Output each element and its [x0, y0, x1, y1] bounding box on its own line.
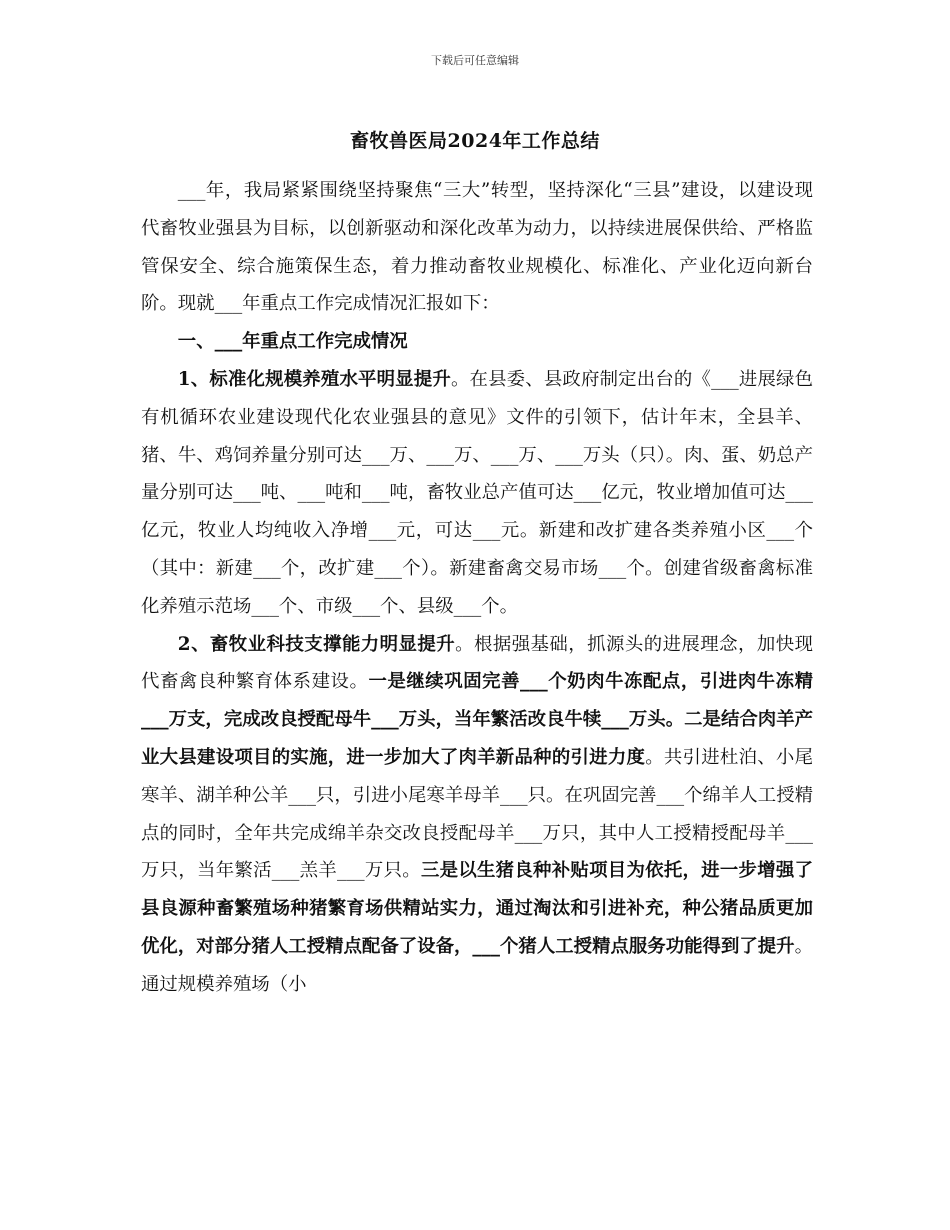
item-2-paragraph: [141, 626, 813, 1004]
bold-text: 一是继续巩固完善___个奶肉牛冻配点，引进肉牛冻精___万支，完成改良授配母牛___万头，当年繁活改良牛犊___万头。二是结合肉羊产业大县建设项目的实施，进一步加大了肉羊新品种的引进力度: [141, 671, 813, 768]
page-header-note: 下载后可任意编辑: [431, 54, 519, 67]
item-1-paragraph: [141, 361, 813, 626]
document-title: 畜牧兽医局2024年工作总结: [350, 130, 600, 152]
item-2-heading: 2、畜牧业科技支撑能力明显提升: [177, 633, 456, 655]
paragraph-text: 。通过规模养殖场（小: [141, 935, 813, 995]
paragraph-text: ___年，我局紧紧围绕坚持聚焦“三大”转型，坚持深化“三县”建设，以建设现代畜牧业强县为目标，以创新驱动和深化改革为动力，以持续进展保供给、严格监管保安全、综合施策保生态，着力推动畜牧业规模化、标准化、产业化迈向新台阶。现就___年重点工作完成情况汇报如下：: [141, 180, 813, 315]
document-body: [141, 172, 813, 1004]
paragraph-text: 。根据强基础，抓源头的进展理念，加快现代畜禽良种繁育体系建设。: [141, 633, 813, 693]
bold-text: 三是以生猪良种补贴项目为依托，进一步增强了县良源种畜繁殖场种猪繁育场供精站实力，通过淘汰和引进补充，种公猪品质更加优化，对部分猪人工授精点配备了设备，___个猪人工授精点服务功能得到了提升: [141, 860, 813, 957]
intro-paragraph: [141, 172, 813, 323]
item-1-heading: 1、标准化规模养殖水平明显提升: [177, 368, 451, 390]
section-heading: [141, 323, 813, 361]
section-heading-text: 一、___年重点工作完成情况: [177, 331, 408, 353]
paragraph-text: 。共引进杜泊、小尾寒羊、湖羊种公羊___只，引进小尾寒羊母羊___只。在巩固完善___个绵羊人工授精点的同时，全年共完成绵羊杂交改良授配母羊___万只，其中人工授精授配母羊___万只，当年繁活___羔羊___万只。: [141, 746, 813, 882]
paragraph-text: 。在县委、县政府制定出台的《___进展绿色有机循环农业建设现代化农业强县的意见》文件的引领下，估计年末，全县羊、猪、牛、鸡饲养量分别可达___万、___万、___万、___万头（只）。肉、蛋、奶总产量分别可达___吨、___吨和___吨，畜牧业总产值可达___亿元，牧业增加值可达___亿元，牧业人均纯收入净增___元，可达___元。新建和改扩建各类养殖小区___个（其中：新建___个，改扩建___个）。新建畜禽交易市场___个。创建省级畜禽标准化养殖示范场___个、市级___个、县级___个。: [141, 368, 813, 617]
